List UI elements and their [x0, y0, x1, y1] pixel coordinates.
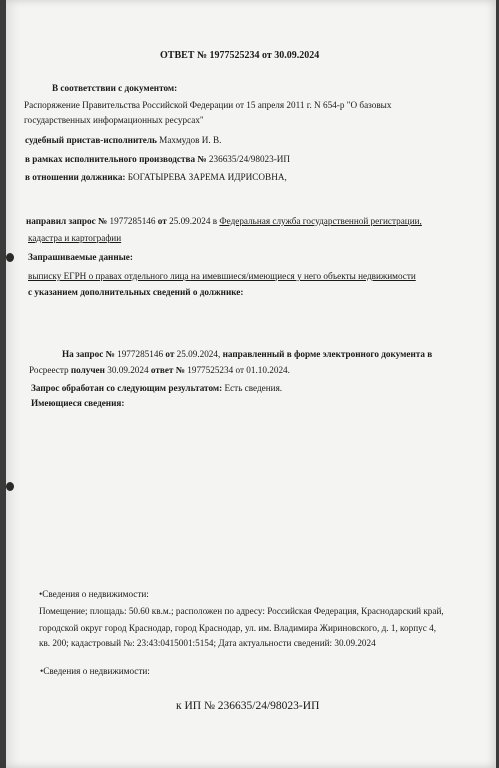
doc-basis-header: В соответствии с документом: [52, 83, 178, 93]
available-info-label: Имеющиеся сведения: [31, 398, 125, 408]
response-text: направленный в форме электронного документа в [222, 349, 433, 359]
binder-hole [6, 253, 14, 262]
response-answer-date: 01.10.2024. [246, 365, 290, 375]
response-agency: Росреестр [29, 365, 69, 375]
realty-header: •Сведения о недвижимости: [40, 666, 150, 676]
response-text: от [165, 349, 175, 359]
realty-header: •Сведения о недвижимости: [39, 589, 149, 599]
request-row [26, 215, 422, 227]
doc-basis-line: Распоряжение Правительства Российской Федерации от 15 апреля 2011 г. N 654-р "О базовых [24, 100, 392, 110]
response-text: получен [70, 365, 105, 375]
agency-name: Федеральная служба государственной регистрации, [219, 216, 422, 226]
bailiff-name: Махмудов И. В. [159, 135, 222, 145]
response-text: На запрос № [62, 349, 115, 359]
response-answer-number: 1977525234 [187, 365, 234, 375]
result-label: Запрос обработан со следующим результатом: [31, 383, 223, 393]
debtor-label: в отношении должника: [25, 172, 126, 182]
response-request-number: 1977285146 [117, 349, 164, 359]
debtor-name: БОГАТЫРЕВА ЗАРЕМА ИДРИСОВНА, [127, 172, 287, 182]
request-to-label: в [212, 216, 218, 226]
proceeding-row [25, 153, 290, 165]
result-row [31, 382, 282, 394]
proceeding-number: 236635/24/98023-ИП [208, 154, 291, 164]
response-text: ответ № [150, 365, 185, 375]
response-text: от [235, 365, 244, 375]
request-label: направил запрос № [26, 216, 108, 226]
response-received-date: 30.09.2024 [107, 365, 149, 375]
request-from-label: от [157, 216, 167, 226]
response-request-date: 25.09.2024, [176, 349, 221, 359]
requested-data-value: выписку ЕГРН о правах отдельного лица на имевшиеся/имеющиеся у него объекты недвижимости [28, 271, 416, 281]
realty-detail-line: кв. 200; кадастровый №: 23:43:0415001:5154; Дата актуальности сведений: 30.09.2024 [39, 638, 376, 648]
doc-basis-line: государственных информационных ресурсах" [24, 115, 204, 125]
agency-name-cont: кадастра и картографии [28, 233, 122, 243]
response-row [62, 348, 432, 360]
bailiff-row [25, 134, 221, 146]
realty-detail-line: городской округ город Краснодар, город Краснодар, ул. им. Владимира Жириновского, д. 1, корпус 4, [39, 623, 437, 633]
requested-data-label: Запрашиваемые данные: [28, 252, 133, 262]
realty-detail-line: Помещение; площадь: 50.60 кв.м.; расположен по адресу: Российская Федерация, Краснодарский край, [39, 606, 444, 616]
debtor-row [25, 171, 287, 183]
bailiff-label: судебный пристав-исполнитель [25, 135, 157, 145]
proceeding-label: в рамках исполнительного производства № [25, 154, 207, 164]
document-page [6, 0, 496, 768]
extra-info-label: с указанием дополнительных сведений о должнике: [28, 287, 244, 297]
binder-hole [6, 482, 14, 491]
request-number: 1977285146 [109, 216, 156, 226]
document-title: ОТВЕТ № 1977525234 от 30.09.2024 [160, 50, 320, 61]
response-row-2 [29, 364, 290, 376]
request-date: 25.09.2024 [169, 216, 211, 226]
page-footer: к ИП № 236635/24/98023-ИП [176, 700, 320, 712]
result-value: Есть сведения. [224, 383, 283, 393]
